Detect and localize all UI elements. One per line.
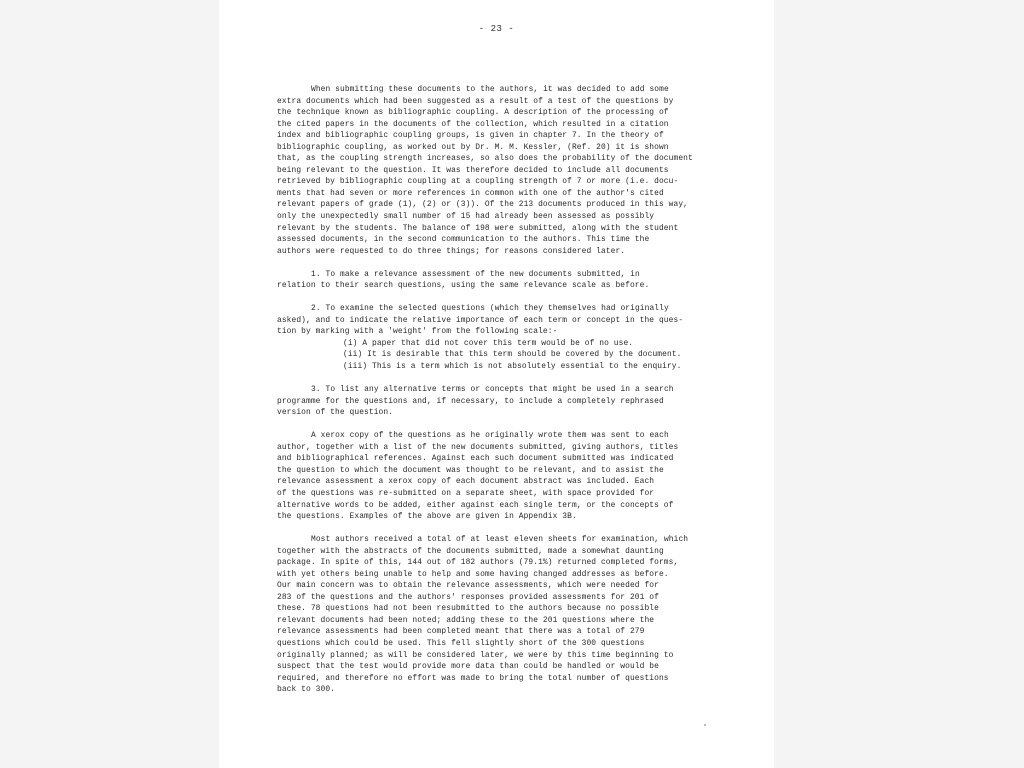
text-line: A xerox copy of the questions as he originally wrote them was sent to each (311, 431, 669, 441)
text-line: the questions. Examples of the above are given in Appendix 3B. (277, 512, 577, 522)
paragraph-author-responses (277, 534, 722, 696)
text-line: 3. To list any alternative terms or concepts that might be used in a search (311, 385, 674, 395)
document-page (219, 0, 774, 768)
text-line: extra documents which had been suggested as a result of a test of the questions by (277, 96, 674, 106)
text-line: of the questions was re-submitted on a separate sheet, with space provided for (277, 488, 655, 498)
weight-scale-list (277, 338, 722, 373)
text-line: Our main concern was to obtain the relevance assessments, which were needed for (277, 581, 659, 591)
text-line: relevant papers of grade (1), (2) or (3)). Of the 213 documents produced in this way, (277, 200, 688, 210)
text-line: programme for the questions and, if necessary, to include a completely rephrased (277, 396, 664, 406)
text-line: relation to their search questions, using the same relevance scale as before. (277, 281, 650, 291)
scan-speck (704, 724, 706, 726)
text-line: questions which could be used. This fell slightly short of the 300 questions (277, 639, 645, 649)
text-line: suspect that the test would provide more data than could be handled or would be (277, 662, 659, 672)
text-line: the technique known as bibliographic coupling. A description of the processing of (277, 108, 669, 118)
paragraph-item-3 (277, 384, 722, 419)
text-line: relevance assessment a xerox copy of each document abstract was included. Each (277, 477, 655, 487)
text-line: authors were requested to do three things; for reasons considered later. (277, 246, 626, 256)
text-line: package. In spite of this, 144 out of 182 authors (79.1%) returned completed forms, (277, 558, 679, 568)
text-line: relevant documents had been noted; adding these to the 201 questions where the (277, 615, 655, 625)
text-line: together with the abstracts of the documents submitted, made a somewhat daunting (277, 546, 664, 556)
text-line: retrieved by bibliographic coupling at a coupling strength of 7 or more (i.e. docu- (277, 177, 679, 187)
paragraph-item-1 (277, 269, 722, 292)
text-line: only the unexpectedly small number of 15 had already been assessed as possibly (277, 212, 655, 222)
text-line: Most authors received a total of at least eleven sheets for examination, which (311, 535, 689, 545)
text-line: with yet others being unable to help and some having changed addresses as before. (277, 569, 669, 579)
text-line: these. 78 questions had not been resubmitted to the authors because no possible (277, 604, 659, 614)
text-line: back to 300. (277, 685, 336, 695)
text-line: that, as the coupling strength increases, so also does the probability of the document (277, 154, 693, 164)
text-line: alternative words to be added, either against each single term, or the concepts of (277, 500, 674, 510)
scale-item: (iii) This is a term which is not absolutely essential to the enquiry. (343, 362, 682, 372)
text-line: originally planned; as will be considered later, we were by this time beginning to (277, 650, 674, 660)
scale-item: (ii) It is desirable that this term should be covered by the document. (343, 350, 682, 360)
text-line: tion by marking with a 'weight' from the following scale:- (277, 327, 558, 337)
text-line: the question to which the document was thought to be relevant, and to assist the (277, 465, 664, 475)
text-line: asked), and to indicate the relative importance of each term or concept in the ques- (277, 315, 684, 325)
page-number: - 23 - (478, 24, 515, 34)
scale-item: (i) A paper that did not cover this term would be of no use. (343, 338, 634, 348)
text-line: index and bibliographic coupling groups, is given in chapter 7. In the theory of (277, 131, 664, 141)
paragraph-item-2 (277, 303, 722, 338)
text-line: relevance assessments had been completed meant that there was a total of 279 (277, 627, 645, 637)
text-line: 283 of the questions and the authors' responses provided assessments for 201 of (277, 592, 659, 602)
page-body (277, 84, 722, 707)
text-line: bibliographic coupling, as worked out by Dr. M. M. Kessler, (Ref. 20) it is shown (277, 142, 669, 152)
text-line: the cited papers in the documents of the collection, which resulted in a citation (277, 119, 669, 129)
paragraph-bibliographic-coupling (277, 84, 722, 257)
text-line: ments that had seven or more references in common with one of the author's cited (277, 188, 664, 198)
text-line: required, and therefore no effort was made to bring the total number of questions (277, 673, 669, 683)
text-line: 1. To make a relevance assessment of the new documents submitted, in (311, 269, 640, 279)
text-line: author, together with a list of the new documents submitted, giving authors, titles (277, 442, 679, 452)
text-line: relevant by the students. The balance of 198 were submitted, along with the student (277, 223, 679, 233)
text-line: When submitting these documents to the authors, it was decided to add some (311, 85, 669, 94)
text-line: being relevant to the question. It was therefore decided to include all documents (277, 165, 669, 175)
text-line: assessed documents, in the second communication to the authors. This time the (277, 235, 650, 245)
text-line: 2. To examine the selected questions (which they themselves had originally (311, 304, 669, 314)
text-line: and bibliographical references. Against each such document submitted was indicated (277, 454, 674, 464)
text-line: version of the question. (277, 408, 394, 418)
paragraph-xerox-copy (277, 430, 722, 522)
